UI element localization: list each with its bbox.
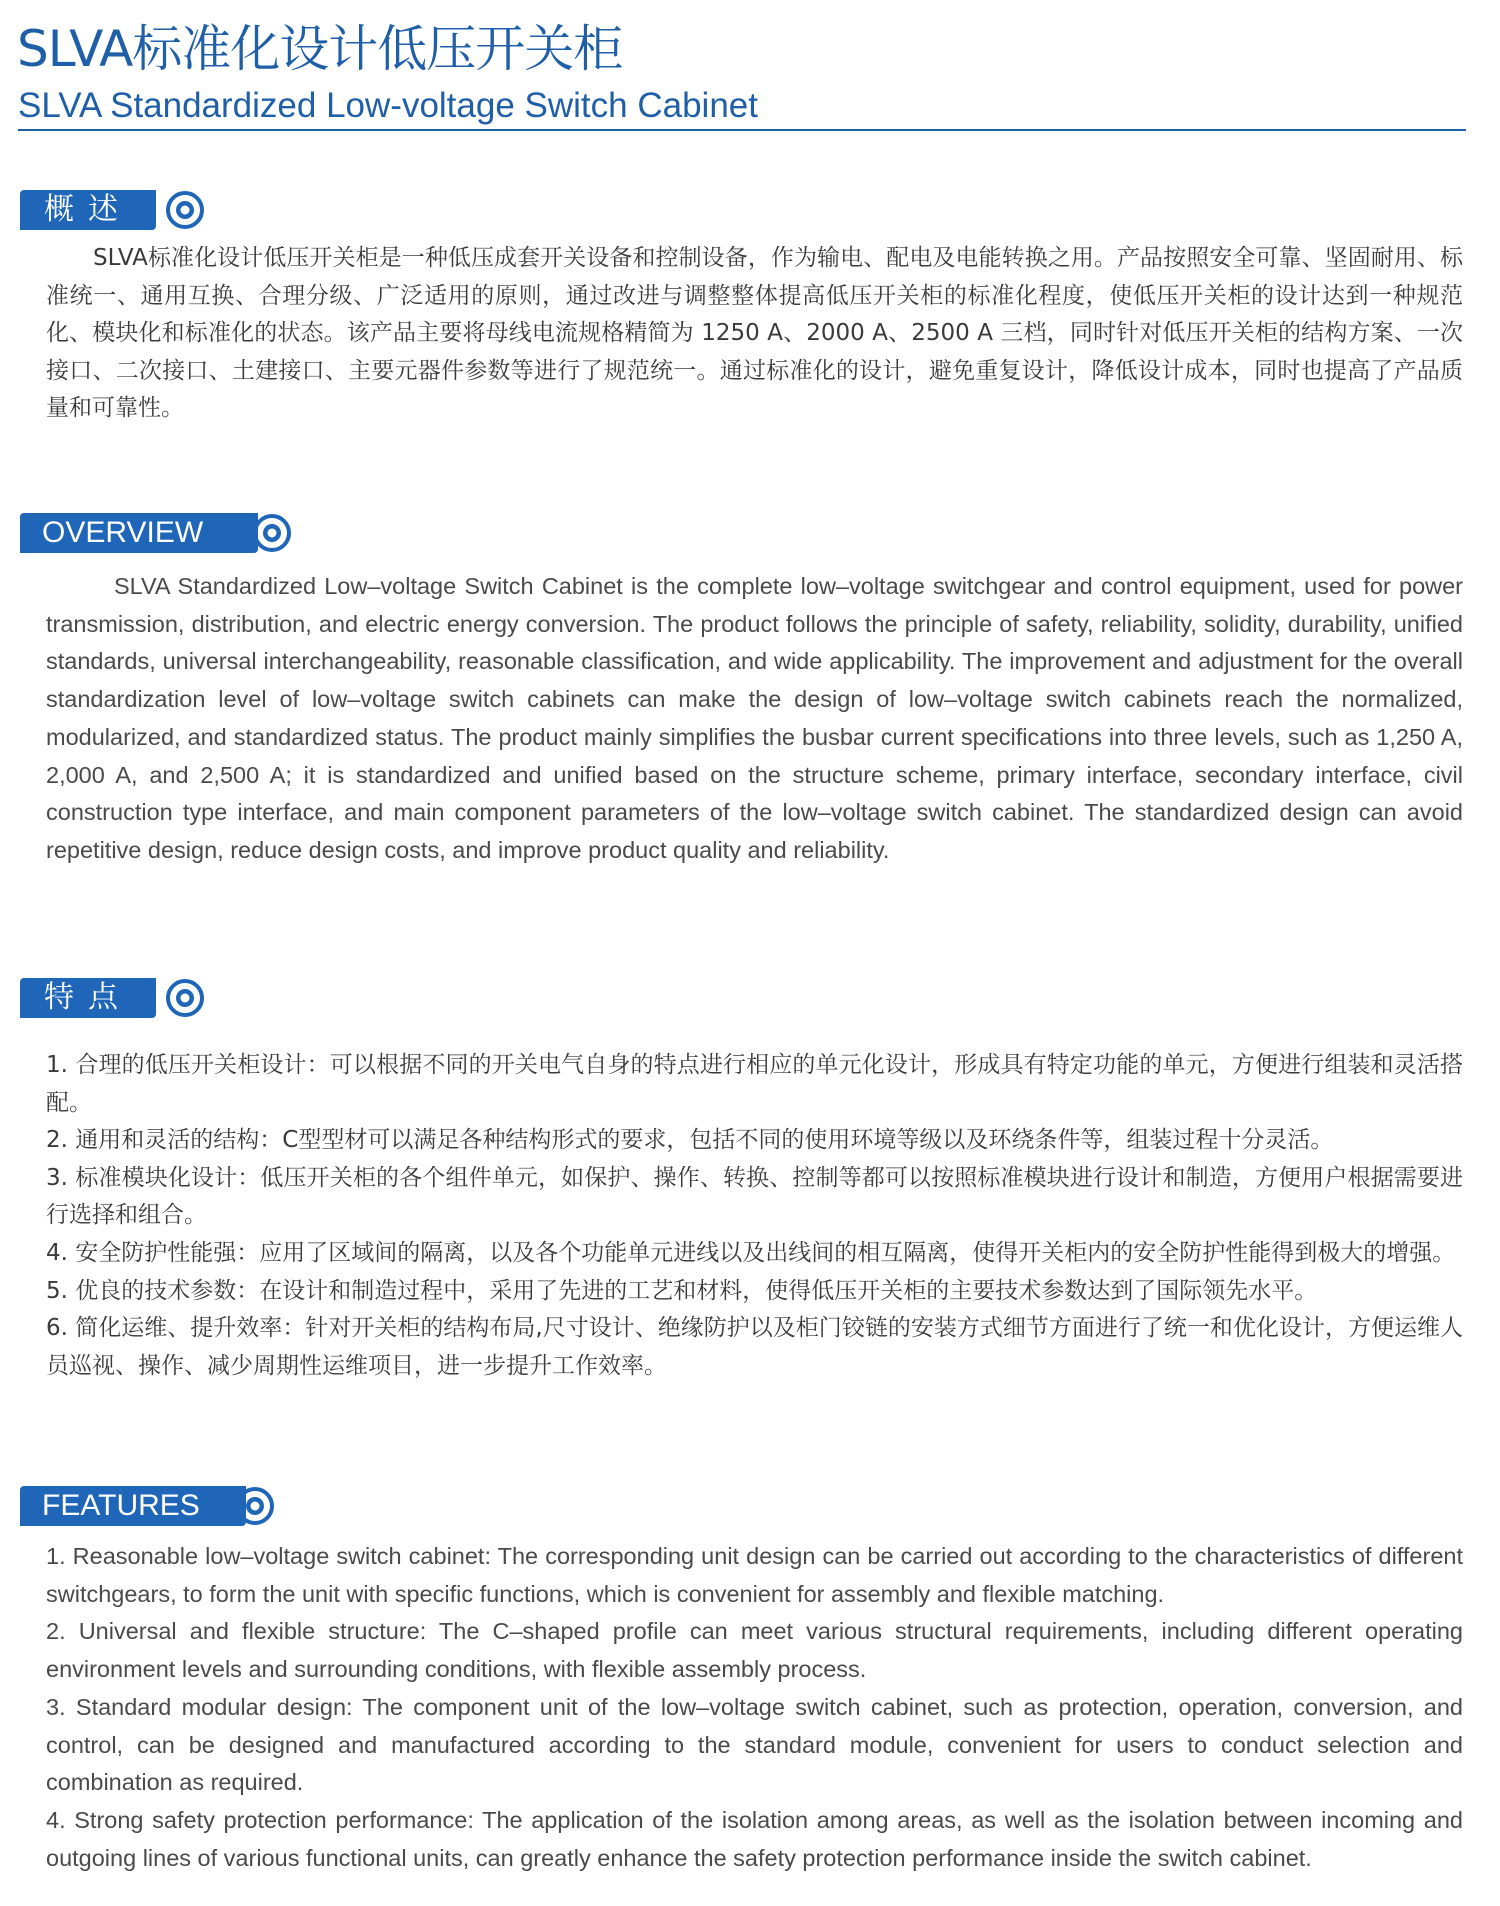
features-en-tag: FEATURES <box>20 1486 246 1526</box>
list-item: 6. 简化运维、提升效率：针对开关柜的结构布局,尺寸设计、绝缘防护以及柜门铰链的安装方式细节方面进行了统一和优化设计，方便运维人员巡视、操作、减少周期性运维项目，进一步提升工作效率。 <box>46 1315 1463 1379</box>
list-item: 4. 安全防护性能强：应用了区域间的隔离，以及各个功能单元进线以及出线间的相互隔离，使得开关柜内的安全防护性能得到极大的增强。 <box>46 1239 1456 1266</box>
list-item: 2. 通用和灵活的结构：C型型材可以满足各种结构形式的要求，包括不同的使用环境等级以及环绕条件等，组装过程十分灵活。 <box>46 1127 1334 1154</box>
overview-en-paragraph: SLVA Standardized Low–voltage Switch Cabinet is the complete low–voltage switchgear and control equipment, used for power transmission, distribution, and electric energy conversion. The product follows the principle of safety, reliability, solidity, durability, unified standards, universal interchangeability, reasonable classification, and wide applicability. The improvement and adjustment for the overall standardization level of low–voltage switch cabinets can make the design of low–voltage switch cabinets reach the normalized, modularized, and standardized status. The product mainly simplifies the busbar current specifications into three levels, such as 1,250 A, 2,000 A, and 2,500 A; it is standardized and unified based on the structure scheme, primary interface, secondary interface, civil construction type interface, and main component parameters of the low–voltage switch cabinet. The standardized design can avoid repetitive design, reduce design costs, and improve product quality and reliability. <box>46 573 1463 863</box>
page-title: SLVA标准化设计低压开关柜 <box>17 20 623 78</box>
list-item: 2. Universal and flexible structure: The C–shaped profile can meet various structural requirements, including different operating environment levels and surrounding conditions, with flexible assembly process. <box>46 1618 1463 1683</box>
target-icon <box>165 978 205 1018</box>
list-item: 1. 合理的低压开关柜设计：可以根据不同的开关电气自身的特点进行相应的单元化设计，形成具有特定功能的单元，方便进行组装和灵活搭配。 <box>46 1052 1463 1116</box>
features-en-list <box>46 1538 1463 1877</box>
list-item: 3. 标准模块化设计：低压开关柜的各个组件单元，如保护、操作、转换、控制等都可以按照标准模块进行设计和制造，方便用户根据需要进行选择和组合。 <box>46 1164 1463 1229</box>
overview-cn-tag: 概述 <box>20 190 156 230</box>
list-item: 5. 优良的技术参数：在设计和制造过程中，采用了先进的工艺和材料，使得低压开关柜的主要技术参数达到了国际领先水平。 <box>46 1277 1318 1304</box>
features-cn-list <box>46 1047 1463 1385</box>
target-icon <box>235 1486 275 1526</box>
list-item: 3. Standard modular design: The component unit of the low–voltage switch cabinet, such as protection, operation, conversion, and control, can be designed and manufactured according to the standard module, convenient for users to conduct selection and combination as required. <box>46 1693 1463 1796</box>
target-icon <box>252 513 292 553</box>
list-item: 1. Reasonable low–voltage switch cabinet: The corresponding unit design can be carried out according to the characteristics of different switchgears, to form the unit with specific functions, which is convenient for assembly and flexible matching. <box>46 1543 1463 1607</box>
features-cn-tag: 特点 <box>20 978 156 1018</box>
overview-cn-paragraph: SLVA标准化设计低压开关柜是一种低压成套开关设备和控制设备，作为输电、配电及电能转换之用。产品按照安全可靠、坚固耐用、标准统一、通用互换、合理分级、广泛适用的原则，通过改进与调整整体提高低压开关柜的标准化程度，使低压开关柜的设计达到一种规范化、模块化和标准化的状态。该产品主要将母线电流规格精简为 1250 A、2000 A、2500 A 三档，同时针对低压开关柜的结构方案、一次接口、二次接口、土建接口、主要元器件参数等进行了规范统一。通过标准化的设计，避免重复设计，降低设计成本，同时也提高了产品质量和可靠性。 <box>46 245 1463 422</box>
list-item: 4. Strong safety protection performance: The application of the isolation among areas, as well as the isolation between incoming and outgoing lines of various functional units, can greatly enhance the safety protection performance inside the switch cabinet. <box>46 1806 1463 1871</box>
overview-en-tag: OVERVIEW <box>20 513 258 553</box>
page-subtitle: SLVA Standardized Low-voltage Switch Cabinet <box>18 86 758 125</box>
target-icon <box>165 190 205 230</box>
title-divider <box>18 129 1466 131</box>
